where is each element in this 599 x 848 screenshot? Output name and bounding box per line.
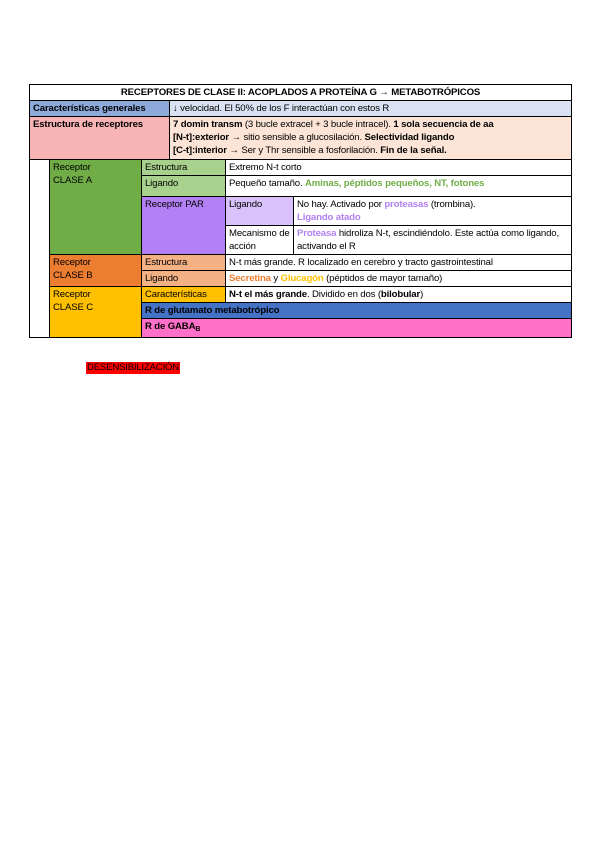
par-ligando-text: No hay. Activado por proteasas (trombina). Ligando atado (294, 197, 572, 226)
clase-c-caract-label: Características (142, 287, 226, 303)
clase-a-label: Receptor CLASE A (50, 160, 142, 255)
clase-b-ligando-label: Ligando (142, 271, 226, 287)
table-title: RECEPTORES DE CLASE II: ACOPLADOS A PROTEÍNA G → METABOTRÓPICOS (30, 85, 572, 101)
caracteristicas-text: ↓ velocidad. El 50% de los F interactúan con estos R (170, 101, 572, 117)
clase-b-estructura-label: Estructura (142, 255, 226, 271)
indent-cell (30, 160, 50, 338)
clase-a-ligando-label: Ligando (142, 176, 226, 197)
par-mecanismo-label: Mecanismo de acción (226, 226, 294, 255)
estructura-label: Estructura de receptores (30, 117, 170, 160)
clase-c-caract-text: N-t el más grande. Dividido en dos (bilobular) (226, 287, 572, 303)
clase-a-ligando-text: Pequeño tamaño. Aminas, péptidos pequeños, NT, fotones (226, 176, 572, 197)
par-mecanismo-text: Proteasa hidroliza N-t, escindiéndolo. Este actúa como ligando, activando el R (294, 226, 572, 255)
glutamato-row: R de glutamato metabotrópico (142, 303, 572, 319)
par-ligando-label: Ligando (226, 197, 294, 226)
caracteristicas-label: Características generales (30, 101, 170, 117)
estructura-text: 7 domin transm (3 bucle extracel + 3 bucle intracel). 1 sola secuencia de aa [N-t]:exterior → sitio sensible a glucosilación. Selectividad ligando [C-t]:interior → Ser y Thr sensible a fosforilación. Fin de la señal. (170, 117, 572, 160)
clase-b-label: Receptor CLASE B (50, 255, 142, 287)
receptor-table (29, 84, 572, 338)
receptor-par-label: Receptor PAR (142, 197, 226, 255)
clase-b-estructura-text: N-t más grande. R localizado en cerebro y tracto gastrointestinal (226, 255, 572, 271)
gaba-row: R de $GABA_B$ (142, 319, 572, 338)
clase-a-estructura-label: Estructura (142, 160, 226, 176)
desensibilizacion-heading: DESENSIBILIZACIÓN (87, 362, 180, 373)
clase-b-ligando-text: Secretina y Glucagón (péptidos de mayor tamaño) (226, 271, 572, 287)
clase-c-label: Receptor CLASE C (50, 287, 142, 338)
clase-a-estructura-text: Extremo N-t corto (226, 160, 572, 176)
